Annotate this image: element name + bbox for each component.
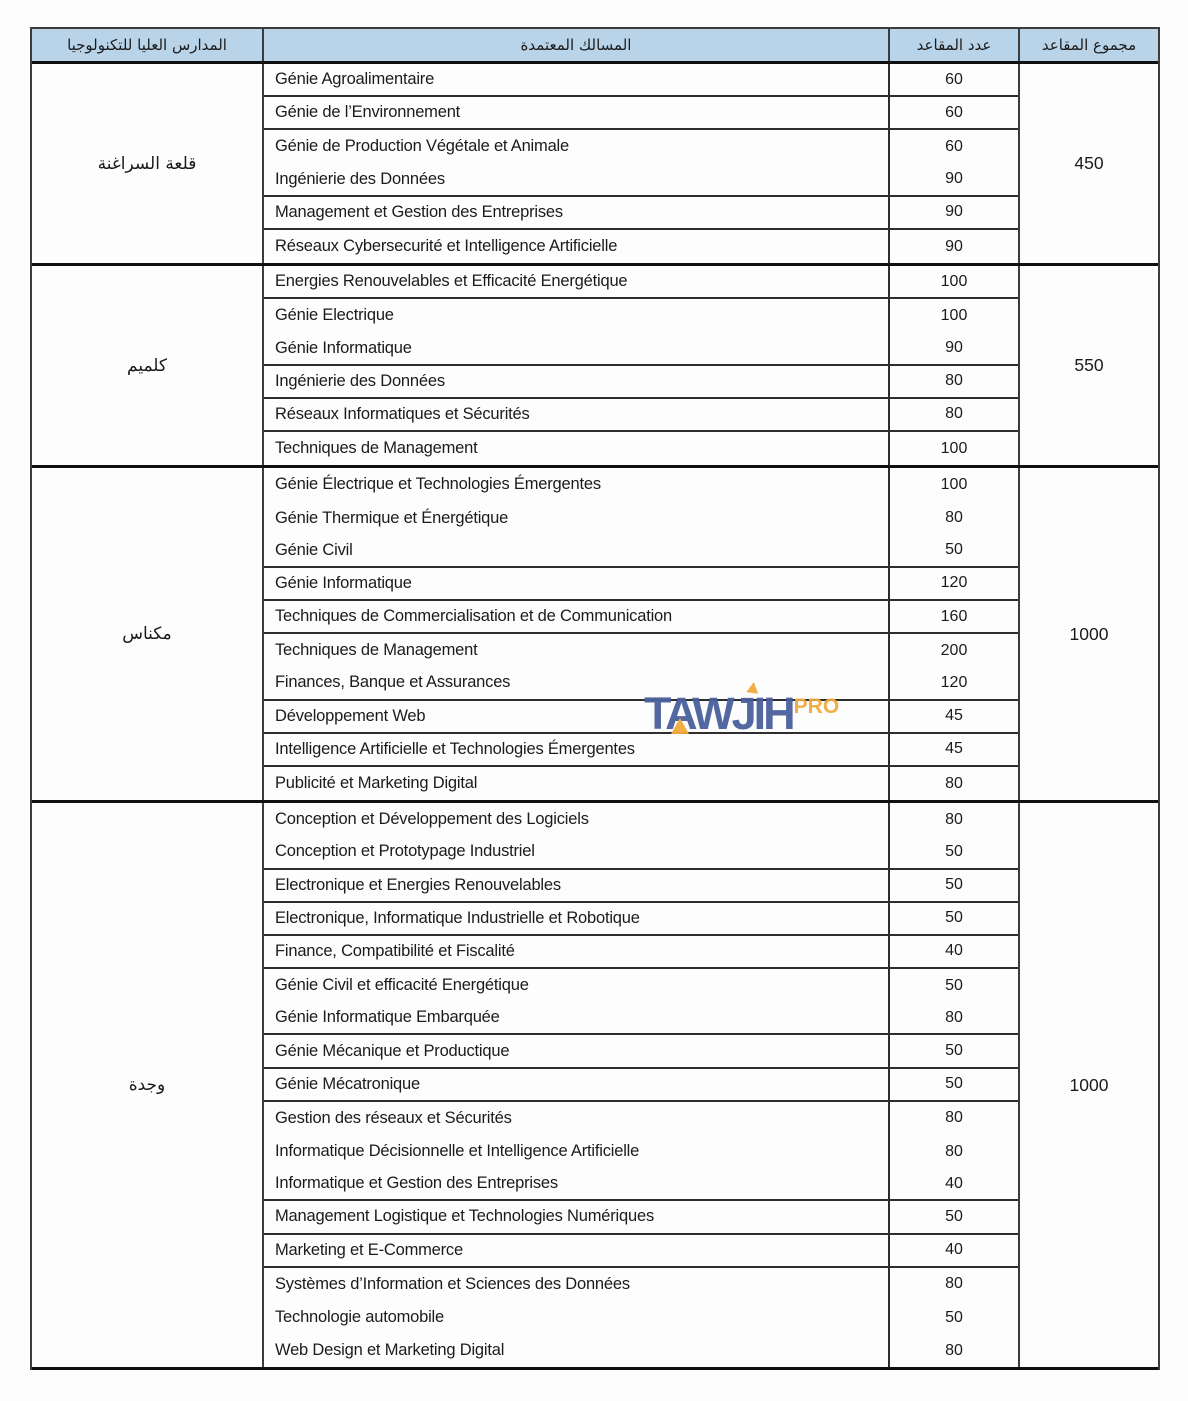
track-row	[264, 299, 1018, 332]
track-name: Techniques de Management	[275, 641, 478, 660]
seats-count: 60	[888, 130, 1018, 163]
track-name: Génie Informatique	[275, 573, 412, 592]
track-name: Informatique Décisionnelle et Intelligence Artificielle	[275, 1142, 640, 1161]
track-name: Ingénierie des Données	[275, 371, 445, 390]
track-row	[264, 734, 1018, 767]
track-name: Finance, Compatibilité et Fiscalité	[275, 941, 515, 960]
track-name: Management et Gestion des Entreprises	[275, 202, 563, 221]
track-name: Génie Civil	[275, 540, 353, 559]
seats-count: 200	[888, 634, 1018, 667]
seats-count: 80	[888, 366, 1018, 397]
track-row	[264, 399, 1018, 432]
track-row	[264, 1102, 1018, 1135]
total-seats: 450	[1018, 64, 1158, 263]
track-row	[264, 836, 1018, 869]
track-row	[264, 230, 1018, 263]
group-rows	[262, 64, 1018, 263]
track-name: Finances, Banque et Assurances	[275, 673, 511, 692]
track-name: Techniques de Management	[275, 439, 478, 458]
seats-count: 100	[888, 299, 1018, 332]
track-name: Conception et Développement des Logiciels	[275, 810, 589, 829]
school-group	[32, 803, 1158, 1370]
track-row	[264, 333, 1018, 366]
track-row	[264, 1002, 1018, 1035]
track-row	[264, 1069, 1018, 1102]
track-row	[264, 501, 1018, 534]
track-name: Ingénierie des Données	[275, 169, 445, 188]
track-name: Génie Informatique Embarquée	[275, 1008, 500, 1027]
seats-count: 80	[888, 1002, 1018, 1033]
track-row	[264, 1334, 1018, 1367]
seats-count: 90	[888, 164, 1018, 195]
header-seats: عدد المقاعد	[888, 29, 1018, 61]
track-name: Conception et Prototypage Industriel	[275, 842, 535, 861]
group-rows	[262, 468, 1018, 800]
header-total: مجموع المقاعد	[1018, 29, 1158, 61]
school-name: كلميم	[127, 355, 167, 376]
total-seats: 1000	[1018, 803, 1158, 1367]
track-row	[264, 1168, 1018, 1201]
track-name: Génie Civil et efficacité Energétique	[275, 976, 529, 995]
seats-count: 50	[888, 903, 1018, 934]
seats-count: 120	[888, 568, 1018, 599]
track-name: Réseaux Informatiques et Sécurités	[275, 404, 530, 423]
seats-count: 50	[888, 535, 1018, 566]
total-seats: 550	[1018, 266, 1158, 465]
watermark-tawjih-label: TAWJIH	[644, 688, 793, 739]
track-row	[264, 130, 1018, 163]
track-name: Génie Mécatronique	[275, 1074, 420, 1093]
seats-count: 40	[888, 1168, 1018, 1199]
seats-count: 100	[888, 432, 1018, 465]
table-header-row	[32, 29, 1158, 64]
header-tracks: المسالك المعتمدة	[262, 29, 888, 61]
track-row	[264, 366, 1018, 399]
school-name: وجدة	[128, 1075, 166, 1096]
track-row	[264, 903, 1018, 936]
total-seats: 1000	[1018, 468, 1158, 800]
seats-count: 80	[888, 1334, 1018, 1367]
track-row	[264, 1035, 1018, 1068]
track-row	[264, 767, 1018, 800]
seats-count: 80	[888, 1135, 1018, 1168]
track-name: Electronique, Informatique Industrielle et Robotique	[275, 908, 640, 927]
track-row	[264, 535, 1018, 568]
seats-count: 50	[888, 1069, 1018, 1100]
seats-count: 90	[888, 333, 1018, 364]
track-name: Web Design et Marketing Digital	[275, 1341, 505, 1360]
track-name: Intelligence Artificielle et Technologies Émergentes	[275, 739, 635, 758]
track-name: Gestion des réseaux et Sécurités	[275, 1108, 512, 1127]
table-body	[32, 64, 1158, 1370]
track-name: Technologie automobile	[275, 1308, 444, 1327]
track-row	[264, 601, 1018, 634]
track-name: Energies Renouvelables et Efficacité Energétique	[275, 272, 628, 291]
school-name: قلعة السراغنة	[97, 153, 197, 174]
track-name: Génie Agroalimentaire	[275, 70, 435, 89]
track-name: Publicité et Marketing Digital	[275, 774, 478, 793]
track-row	[264, 64, 1018, 97]
track-name: Management Logistique et Technologies Numériques	[275, 1207, 655, 1226]
track-row	[264, 1201, 1018, 1234]
seats-count: 100	[888, 468, 1018, 501]
track-name: Génie Informatique	[275, 338, 412, 357]
track-row	[264, 936, 1018, 969]
seats-count: 40	[888, 936, 1018, 967]
seats-count: 45	[888, 701, 1018, 732]
watermark-pro-label: PRO	[793, 695, 840, 718]
track-row	[264, 1135, 1018, 1168]
track-row	[264, 634, 1018, 667]
track-name: Génie de l’Environnement	[275, 103, 461, 122]
track-row	[264, 197, 1018, 230]
seats-count: 40	[888, 1235, 1018, 1266]
group-rows	[262, 266, 1018, 465]
school-group	[32, 468, 1158, 803]
seats-count: 80	[888, 803, 1018, 836]
group-rows	[262, 803, 1018, 1367]
seats-count: 90	[888, 230, 1018, 263]
track-name: Développement Web	[275, 706, 426, 725]
track-row	[264, 432, 1018, 465]
watermark-a-triangle-icon	[671, 718, 689, 734]
seats-count: 50	[888, 1035, 1018, 1066]
track-name: Techniques de Commercialisation et de Communication	[275, 607, 672, 626]
header-schools: المدارس العليا للتكنولوجيا	[67, 36, 227, 54]
track-row	[264, 667, 1018, 700]
track-row	[264, 803, 1018, 836]
seats-count: 50	[888, 969, 1018, 1002]
seats-count: 50	[888, 870, 1018, 901]
seats-count: 90	[888, 197, 1018, 228]
seats-count: 45	[888, 734, 1018, 765]
seats-count: 50	[888, 1301, 1018, 1334]
seats-count: 100	[888, 266, 1018, 297]
seats-count: 80	[888, 399, 1018, 430]
track-row	[264, 1235, 1018, 1268]
seats-count: 160	[888, 601, 1018, 632]
tawjihpro-watermark	[644, 688, 840, 739]
track-row	[264, 1301, 1018, 1334]
school-group	[32, 64, 1158, 266]
seats-count: 50	[888, 1201, 1018, 1232]
track-row	[264, 468, 1018, 501]
track-row	[264, 701, 1018, 734]
watermark-spark-icon	[746, 681, 759, 694]
seats-count: 60	[888, 64, 1018, 95]
track-name: Génie Mécanique et Productique	[275, 1041, 510, 1060]
watermark-main-text	[644, 688, 793, 739]
seats-count: 80	[888, 1102, 1018, 1135]
track-name: Systèmes d’Information et Sciences des Données	[275, 1274, 630, 1293]
track-name: Génie de Production Végétale et Animale	[275, 137, 569, 156]
track-row	[264, 97, 1018, 130]
seats-count: 60	[888, 97, 1018, 128]
seats-table	[30, 27, 1160, 1370]
track-name: Génie Thermique et Énergétique	[275, 508, 509, 527]
seats-count: 50	[888, 836, 1018, 867]
track-row	[264, 1268, 1018, 1301]
seats-count: 80	[888, 501, 1018, 534]
track-name: Marketing et E-Commerce	[275, 1240, 463, 1259]
track-name: Informatique et Gestion des Entreprises	[275, 1174, 558, 1193]
track-row	[264, 969, 1018, 1002]
track-row	[264, 568, 1018, 601]
track-row	[264, 266, 1018, 299]
track-name: Electronique et Energies Renouvelables	[275, 875, 561, 894]
seats-count: 80	[888, 1268, 1018, 1301]
seats-count: 120	[888, 667, 1018, 698]
track-name: Génie Électrique et Technologies Émergentes	[275, 475, 601, 494]
school-group	[32, 266, 1158, 468]
track-name: Génie Electrique	[275, 306, 394, 325]
track-row	[264, 870, 1018, 903]
track-row	[264, 164, 1018, 197]
seats-count: 80	[888, 767, 1018, 800]
track-name: Réseaux Cybersecurité et Intelligence Artificielle	[275, 237, 618, 256]
school-name: مكناس	[122, 624, 172, 645]
